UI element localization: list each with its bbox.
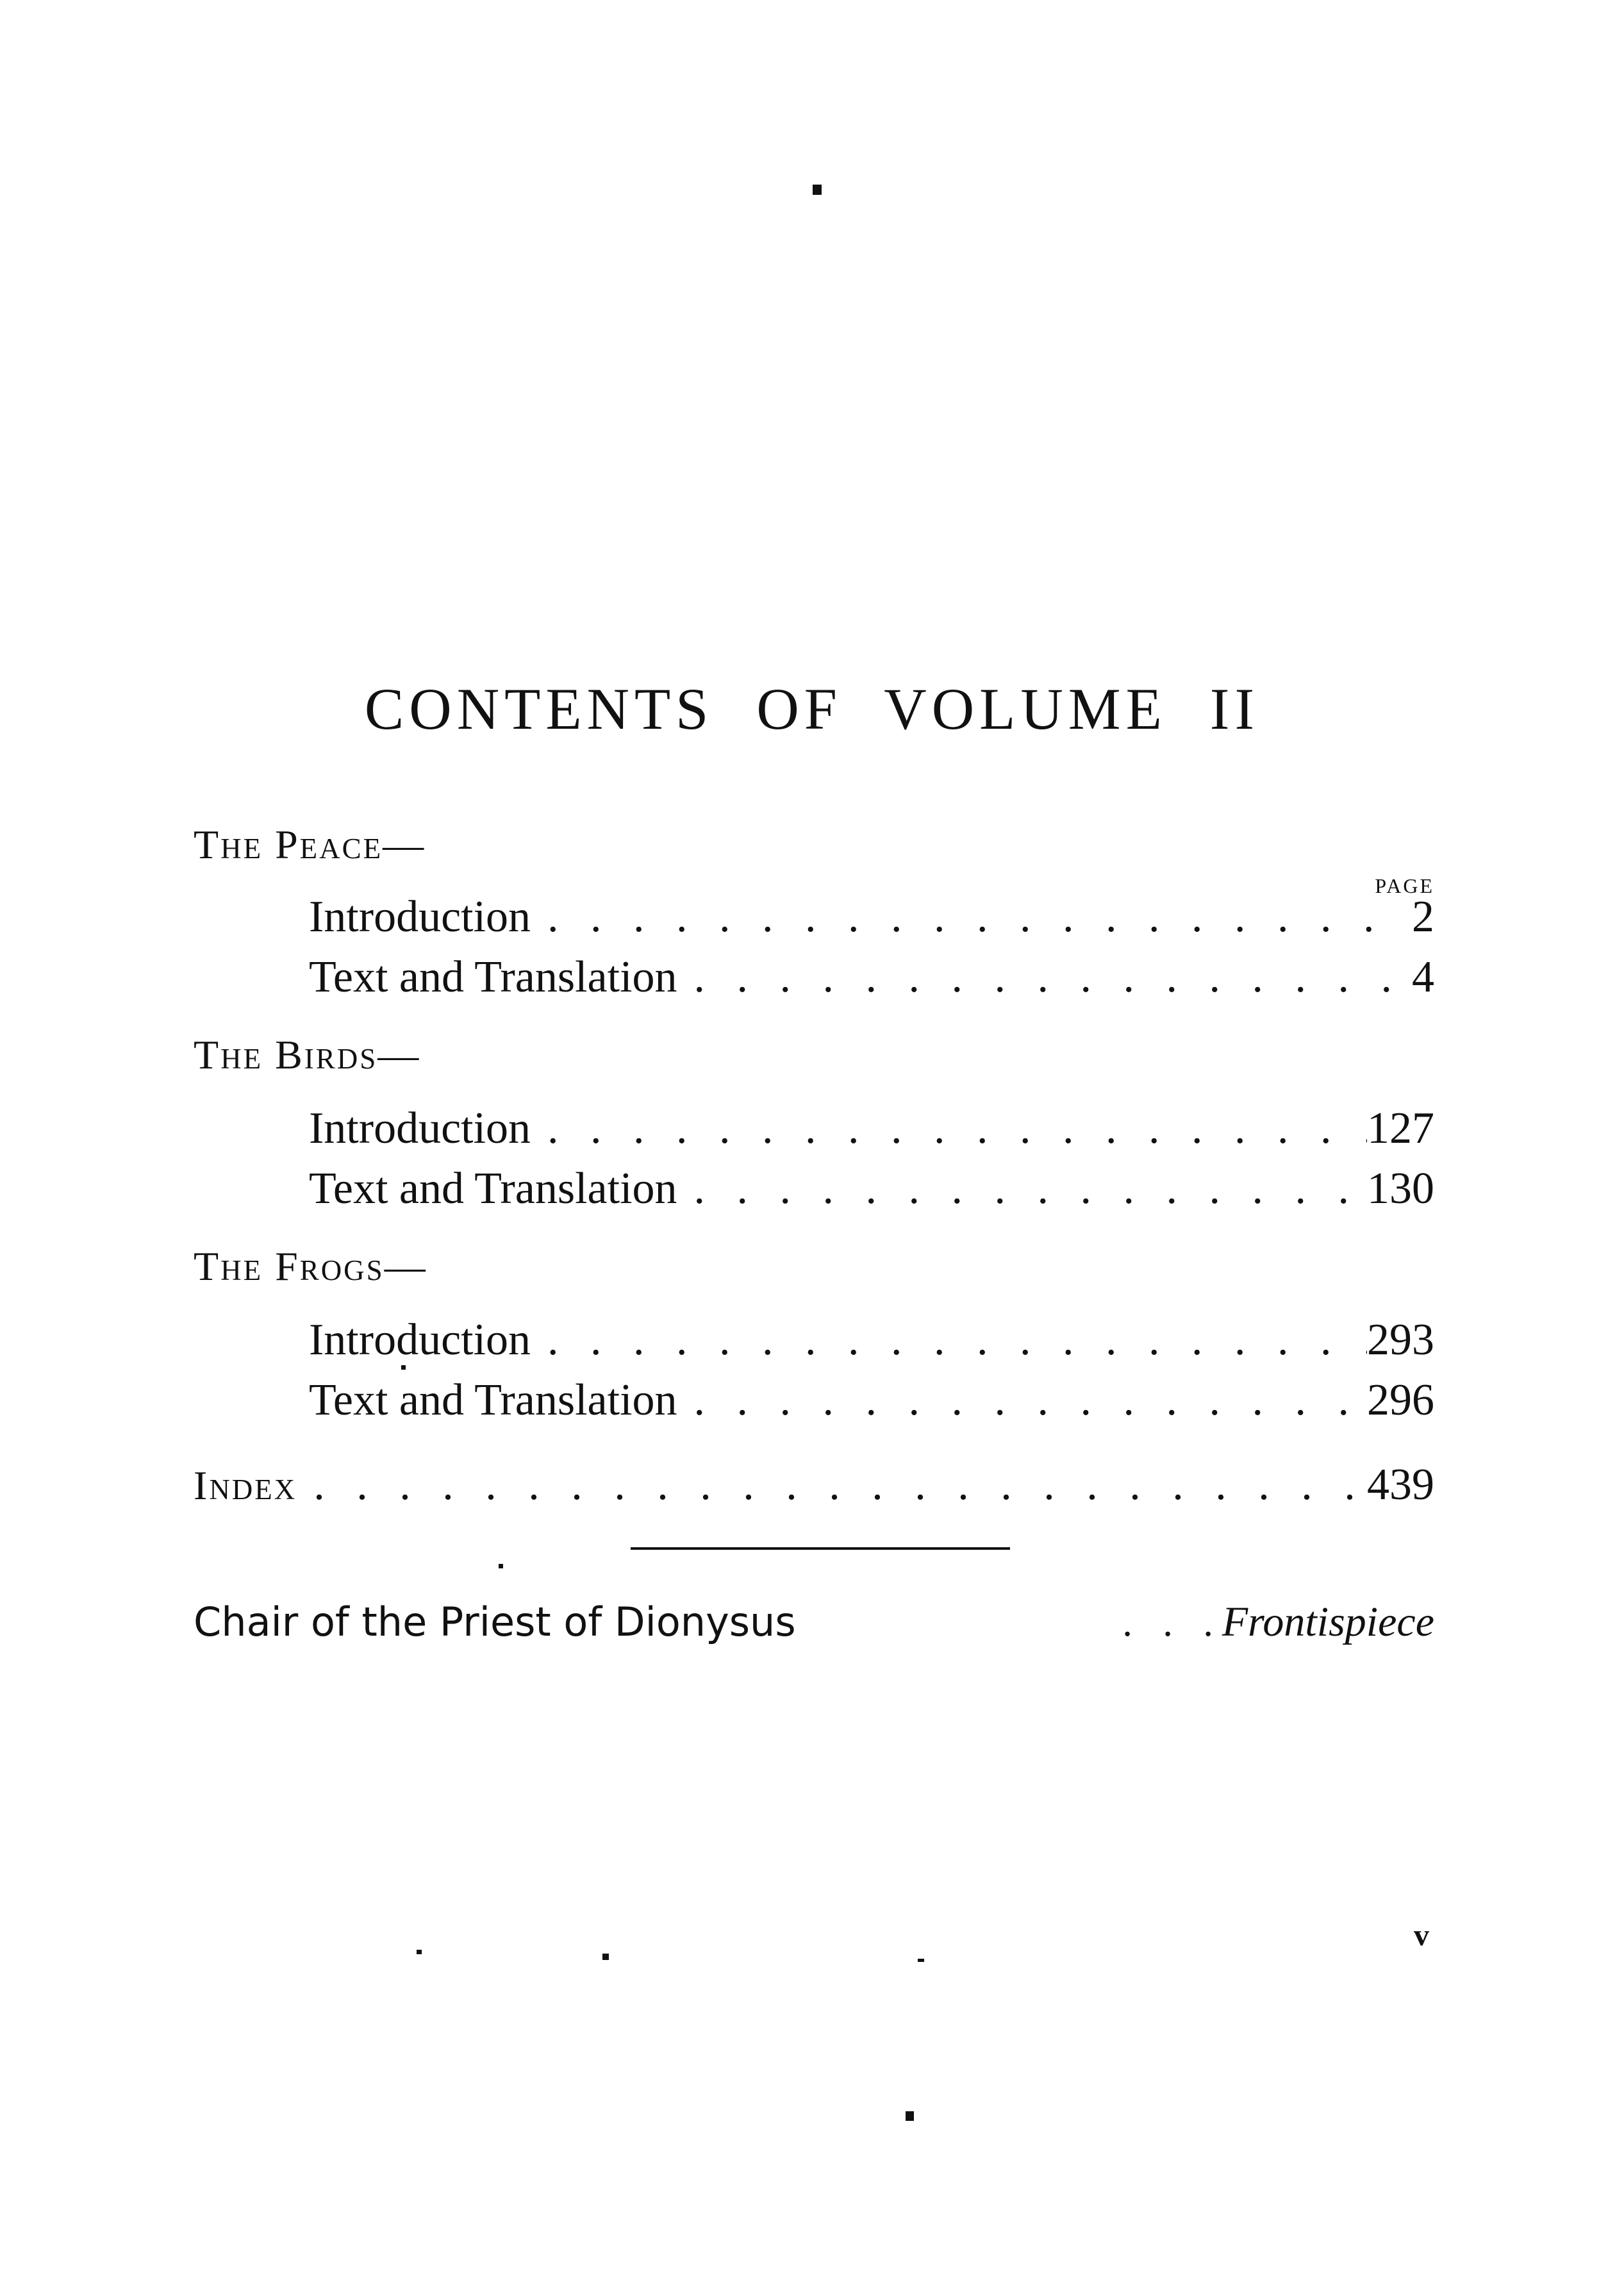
page-number: v	[1414, 1918, 1429, 1952]
illustration-placement: Frontispiece	[1222, 1599, 1434, 1645]
dot-leader: . . .	[1122, 1601, 1213, 1645]
ink-speck	[499, 1564, 503, 1568]
toc-entry-peace-text	[309, 952, 1434, 1002]
horizontal-rule	[631, 1547, 1010, 1550]
page-title: CONTENTS OF VOLUME II	[364, 676, 1260, 742]
illustration-entry	[194, 1601, 1434, 1643]
section-heading-frogs: The Frogs—	[194, 1243, 427, 1289]
illustration-label: Chair of the Priest of Dionysus	[194, 1599, 796, 1645]
toc-entry-page: 439	[1367, 1460, 1434, 1509]
toc-entry-label: Text and Translation	[309, 952, 677, 1002]
dot-leader	[677, 955, 1396, 1000]
toc-entry-page: 127	[1367, 1104, 1434, 1153]
toc-entry-page: 293	[1367, 1315, 1434, 1365]
ink-speck	[918, 1959, 924, 1962]
dot-leader	[677, 1167, 1367, 1211]
ink-speck	[401, 1365, 406, 1370]
dot-leader	[531, 1106, 1367, 1151]
toc-entry-page: 130	[1367, 1164, 1434, 1213]
dot-leader	[531, 1318, 1367, 1363]
dot-leader	[531, 895, 1396, 940]
toc-entry-peace-introduction	[309, 892, 1434, 942]
toc-entry-label: Text and Translation	[309, 1375, 677, 1425]
toc-entry-label: Introduction	[309, 1315, 531, 1365]
ink-speck	[602, 1954, 609, 1960]
section-heading-peace: The Peace—	[194, 822, 426, 867]
dot-leader	[677, 1378, 1367, 1423]
ink-speck	[906, 2111, 914, 2121]
toc-entry-page: 296	[1367, 1375, 1434, 1425]
toc-entry-label: Introduction	[309, 1104, 531, 1153]
toc-entry-label: Introduction	[309, 892, 531, 942]
toc-entry-index	[194, 1460, 1434, 1509]
toc-entry-label: Index	[194, 1463, 297, 1508]
toc-entry-frogs-introduction	[309, 1315, 1434, 1365]
ink-speck	[813, 185, 822, 195]
toc-entry-label: Text and Translation	[309, 1164, 677, 1213]
toc-entry-frogs-text	[309, 1375, 1434, 1425]
ink-speck	[417, 1950, 422, 1954]
toc-entry-birds-introduction	[309, 1106, 1434, 1151]
section-heading-birds: The Birds—	[194, 1032, 421, 1077]
toc-entry-page: 2	[1412, 892, 1434, 942]
toc-entry-birds-text	[309, 1164, 1434, 1213]
dot-leader	[297, 1463, 1367, 1507]
page-column-heading: PAGE	[1375, 874, 1434, 897]
toc-entry-page: 4	[1412, 952, 1434, 1002]
